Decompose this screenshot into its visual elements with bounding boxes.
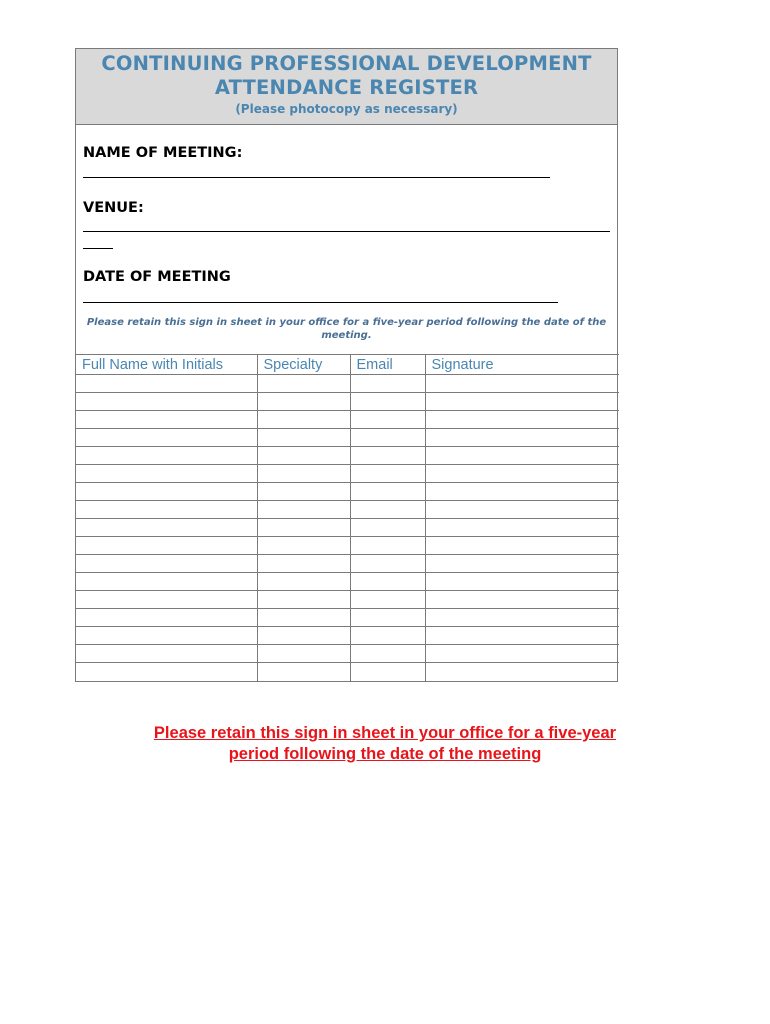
cell-email[interactable]	[350, 627, 425, 645]
cell-specialty[interactable]	[257, 465, 350, 483]
footer-retention-note	[0, 723, 770, 765]
table-row	[76, 537, 619, 555]
cell-email[interactable]	[350, 393, 425, 411]
cell-full-name[interactable]	[76, 627, 257, 645]
cell-full-name[interactable]	[76, 465, 257, 483]
cell-specialty[interactable]	[257, 519, 350, 537]
cell-email[interactable]	[350, 447, 425, 465]
cell-signature[interactable]	[425, 465, 619, 483]
attendance-table	[76, 354, 619, 681]
table-row	[76, 447, 619, 465]
cell-specialty[interactable]	[257, 501, 350, 519]
cell-signature[interactable]	[425, 537, 619, 555]
form-header	[76, 49, 617, 125]
cell-full-name[interactable]	[76, 519, 257, 537]
table-row	[76, 483, 619, 501]
table-row	[76, 627, 619, 645]
table-row	[76, 573, 619, 591]
cell-signature[interactable]	[425, 375, 619, 393]
table-header-row	[76, 355, 619, 375]
cell-specialty[interactable]	[257, 447, 350, 465]
column-header-email: Email	[350, 355, 425, 375]
attendance-table-body	[76, 375, 619, 681]
form-title-line1: CONTINUING PROFESSIONAL DEVELOPMENT	[101, 52, 592, 75]
cell-specialty[interactable]	[257, 555, 350, 573]
column-header-full-name: Full Name with Initials	[76, 355, 257, 375]
cell-email[interactable]	[350, 573, 425, 591]
cell-full-name[interactable]	[76, 609, 257, 627]
date-field[interactable]	[83, 302, 558, 303]
cell-signature[interactable]	[425, 555, 619, 573]
cell-full-name[interactable]	[76, 483, 257, 501]
cell-signature[interactable]	[425, 429, 619, 447]
cell-full-name[interactable]	[76, 645, 257, 663]
cell-full-name[interactable]	[76, 375, 257, 393]
meeting-name-label: NAME OF MEETING:	[83, 145, 243, 161]
table-row	[76, 465, 619, 483]
cell-signature[interactable]	[425, 411, 619, 429]
cell-email[interactable]	[350, 429, 425, 447]
cell-full-name[interactable]	[76, 591, 257, 609]
cell-specialty[interactable]	[257, 411, 350, 429]
cell-specialty[interactable]	[257, 375, 350, 393]
cell-signature[interactable]	[425, 627, 619, 645]
cell-full-name[interactable]	[76, 429, 257, 447]
form-subtitle: (Please photocopy as necessary)	[235, 102, 458, 116]
column-header-specialty: Specialty	[257, 355, 350, 375]
cell-signature[interactable]	[425, 501, 619, 519]
table-row	[76, 429, 619, 447]
cell-specialty[interactable]	[257, 663, 350, 681]
form-title-line2: ATTENDANCE REGISTER	[214, 76, 479, 99]
meeting-details	[76, 125, 617, 354]
column-header-signature: Signature	[425, 355, 619, 375]
table-row	[76, 375, 619, 393]
date-label: DATE OF MEETING	[83, 269, 231, 285]
cell-signature[interactable]	[425, 645, 619, 663]
table-row	[76, 393, 619, 411]
cell-specialty[interactable]	[257, 393, 350, 411]
cell-email[interactable]	[350, 465, 425, 483]
cell-email[interactable]	[350, 501, 425, 519]
cell-email[interactable]	[350, 411, 425, 429]
cell-specialty[interactable]	[257, 609, 350, 627]
footer-note-line2: period following the date of the meeting	[228, 745, 542, 763]
meeting-name-field[interactable]	[83, 177, 550, 178]
attendance-register-form	[75, 48, 618, 682]
cell-email[interactable]	[350, 591, 425, 609]
venue-field[interactable]	[83, 231, 610, 232]
retention-note: Please retain this sign in sheet in your office for a five-year period following the date of the meeting.	[86, 317, 607, 341]
cell-specialty[interactable]	[257, 627, 350, 645]
cell-signature[interactable]	[425, 393, 619, 411]
table-row	[76, 411, 619, 429]
table-row	[76, 519, 619, 537]
cell-full-name[interactable]	[76, 447, 257, 465]
table-row	[76, 645, 619, 663]
cell-specialty[interactable]	[257, 591, 350, 609]
cell-signature[interactable]	[425, 447, 619, 465]
cell-full-name[interactable]	[76, 411, 257, 429]
cell-email[interactable]	[350, 555, 425, 573]
cell-full-name[interactable]	[76, 663, 257, 681]
table-row	[76, 663, 619, 681]
venue-label: VENUE:	[83, 200, 144, 216]
cell-specialty[interactable]	[257, 483, 350, 501]
cell-signature[interactable]	[425, 483, 619, 501]
cell-email[interactable]	[350, 609, 425, 627]
cell-email[interactable]	[350, 645, 425, 663]
cell-full-name[interactable]	[76, 393, 257, 411]
table-row	[76, 501, 619, 519]
cell-full-name[interactable]	[76, 573, 257, 591]
cell-specialty[interactable]	[257, 645, 350, 663]
cell-signature[interactable]	[425, 519, 619, 537]
cell-email[interactable]	[350, 537, 425, 555]
cell-email[interactable]	[350, 483, 425, 501]
cell-specialty[interactable]	[257, 537, 350, 555]
cell-full-name[interactable]	[76, 501, 257, 519]
venue-field-continuation[interactable]	[83, 248, 113, 249]
cell-email[interactable]	[350, 375, 425, 393]
cell-specialty[interactable]	[257, 429, 350, 447]
cell-specialty[interactable]	[257, 573, 350, 591]
cell-full-name[interactable]	[76, 537, 257, 555]
cell-signature[interactable]	[425, 663, 619, 681]
cell-signature[interactable]	[425, 609, 619, 627]
cell-signature[interactable]	[425, 591, 619, 609]
footer-note-line1: Please retain this sign in sheet in your office for a five-year	[153, 724, 617, 742]
cell-full-name[interactable]	[76, 555, 257, 573]
cell-email[interactable]	[350, 663, 425, 681]
table-row	[76, 555, 619, 573]
table-row	[76, 609, 619, 627]
table-row	[76, 591, 619, 609]
cell-signature[interactable]	[425, 573, 619, 591]
cell-email[interactable]	[350, 519, 425, 537]
